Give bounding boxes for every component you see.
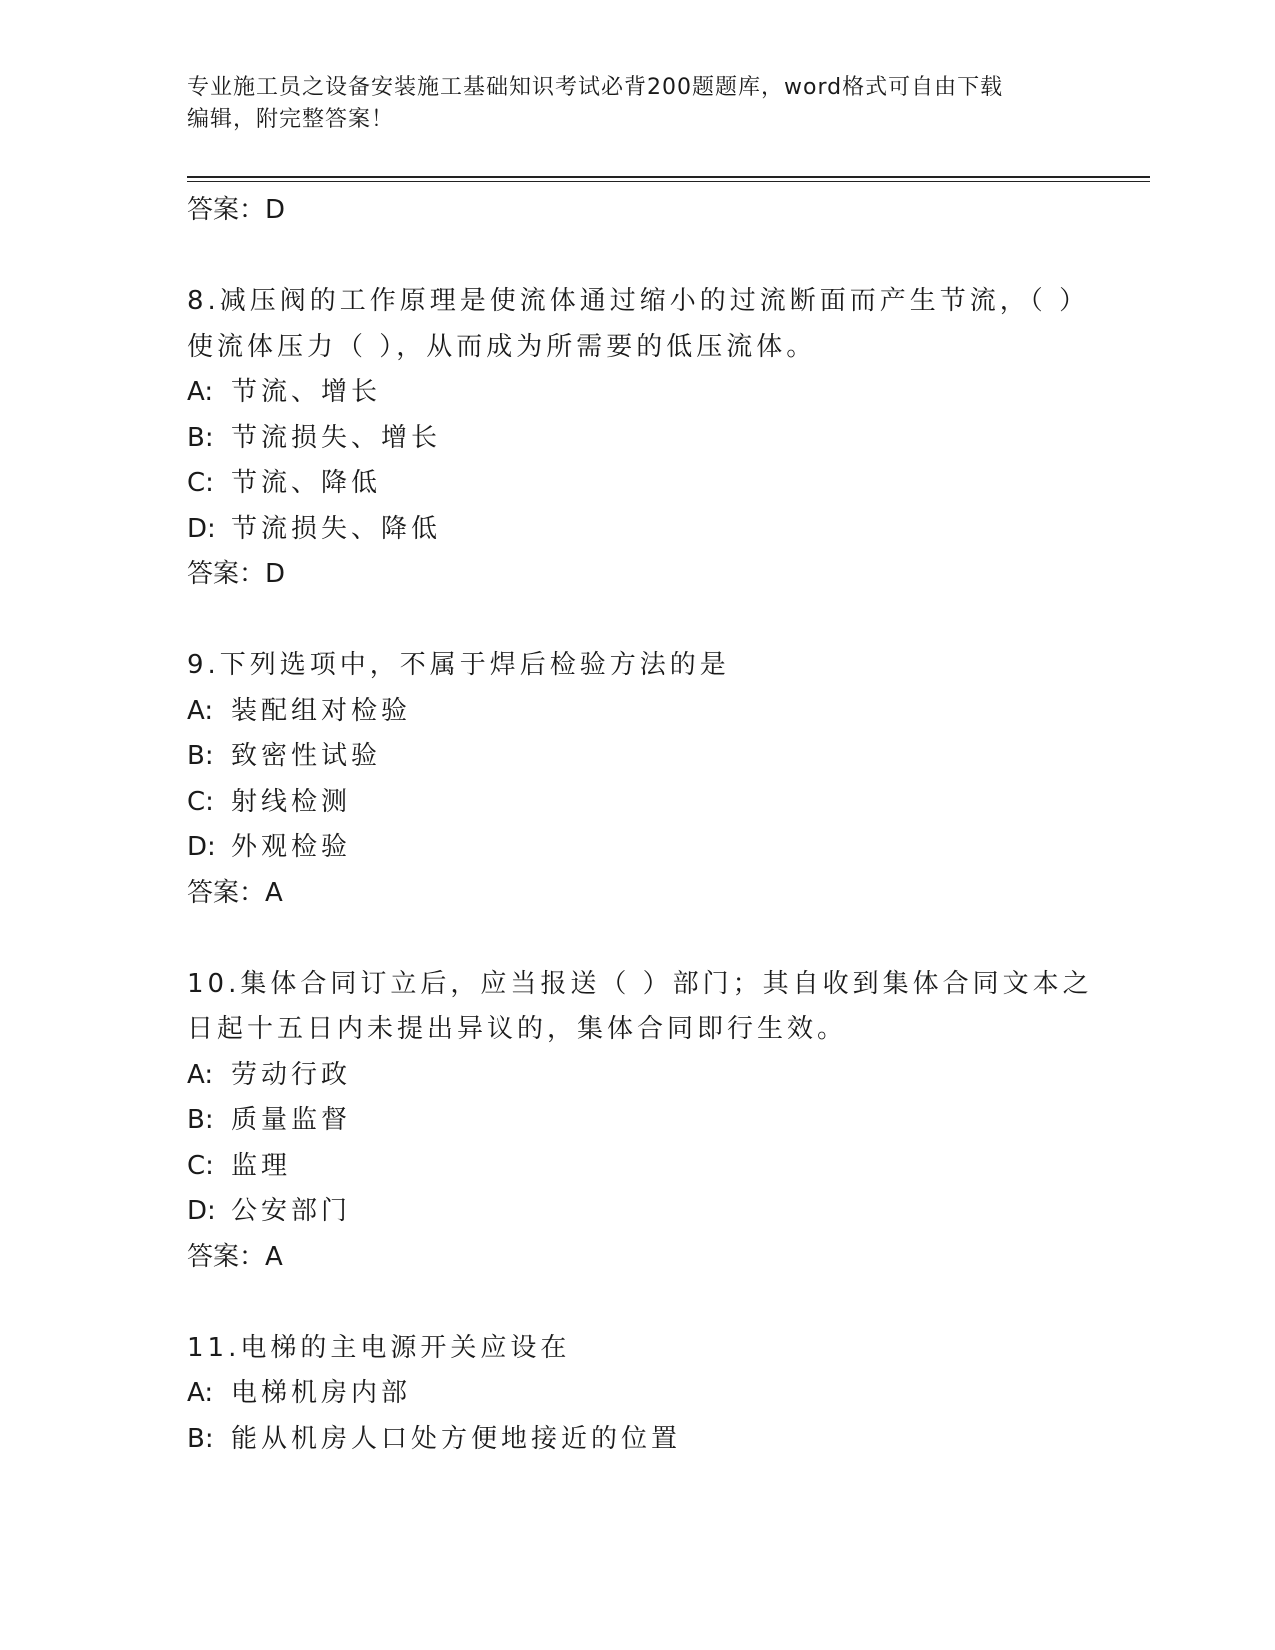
option-letter: A:	[187, 695, 214, 726]
spacer	[187, 598, 1087, 644]
header-divider-thin	[187, 181, 1150, 182]
option-d	[187, 507, 1087, 553]
question-stem-line: 10.集体合同订立后，应当报送（ ）部门；其自收到集体合同文本之	[187, 968, 1093, 999]
question-stem-line: 使流体压力（ ），从而成为所需要的低压流体。	[187, 331, 817, 362]
option-text: 质量监督	[231, 1105, 352, 1135]
option-letter: B:	[187, 422, 214, 453]
option-text: 监理	[231, 1150, 292, 1181]
question-stem-line: 8.减压阀的工作原理是使流体通过缩小的过流断面而产生节流，（ ）	[187, 286, 1090, 316]
question-block	[187, 279, 1090, 598]
option-b	[187, 1098, 1087, 1144]
answer-label: 答案：A	[187, 1241, 283, 1272]
question-stem-line: 11.电梯的主电源开关应设在	[187, 1332, 571, 1363]
option-letter: B:	[187, 741, 214, 771]
spacer	[187, 234, 1087, 280]
option-text: 劳动行政	[231, 1059, 352, 1090]
option-d	[187, 1189, 1087, 1235]
option-letter: D:	[187, 832, 216, 862]
option-text: 能从机房人口处方便地接近的位置	[231, 1423, 682, 1454]
option-b	[187, 734, 1087, 780]
spacer	[187, 916, 1087, 962]
option-letter: C:	[187, 468, 214, 498]
option-letter: C:	[187, 1150, 214, 1181]
answer-label: 答案：D	[187, 559, 286, 589]
option-letter: B:	[187, 1105, 214, 1135]
answer-label: 答案：A	[187, 877, 283, 908]
option-letter: A:	[187, 1059, 214, 1090]
option-letter: C:	[187, 786, 214, 817]
option-b	[187, 416, 1087, 462]
option-b	[187, 1417, 1087, 1463]
option-letter: A:	[187, 1378, 214, 1408]
option-text: 电梯机房内部	[231, 1378, 412, 1408]
option-text: 节流损失、降低	[231, 513, 442, 544]
option-letter: D:	[187, 1196, 216, 1226]
option-a	[187, 1053, 1087, 1099]
option-c	[187, 1144, 1087, 1190]
option-text: 公安部门	[231, 1196, 352, 1226]
option-letter: D:	[187, 513, 216, 544]
option-letter: A:	[187, 377, 214, 407]
option-text: 致密性试验	[231, 741, 382, 771]
option-letter: B:	[187, 1423, 214, 1454]
answer-label: 答案：D	[187, 195, 286, 225]
question-list	[187, 188, 1093, 1462]
option-c	[187, 461, 1087, 507]
option-d	[187, 825, 1087, 871]
option-text: 装配组对检验	[231, 695, 412, 726]
option-a	[187, 370, 1087, 416]
question-stem-line: 日起十五日内未提出异议的，集体合同即行生效。	[187, 1014, 848, 1044]
header-divider-thick	[187, 176, 1150, 178]
question-block	[187, 962, 1093, 1281]
question-block	[187, 1326, 1087, 1463]
question-block	[187, 643, 1087, 916]
spacer	[187, 1280, 1087, 1326]
header-line-1: 专业施工员之设备安装施工基础知识考试必背200题题库，word格式可自由下载	[187, 75, 1004, 100]
option-text: 射线检测	[231, 786, 352, 817]
option-text: 节流、降低	[231, 468, 382, 498]
option-text: 节流损失、增长	[231, 422, 442, 453]
option-text: 外观检验	[231, 832, 352, 862]
option-a	[187, 689, 1087, 735]
option-text: 节流、增长	[231, 377, 382, 407]
header-line-2: 编辑，附完整答案！	[187, 107, 395, 132]
option-a	[187, 1371, 1087, 1417]
option-c	[187, 780, 1087, 826]
document-header	[187, 72, 1077, 136]
question-stem-line: 9.下列选项中，不属于焊后检验方法的是	[187, 650, 730, 680]
